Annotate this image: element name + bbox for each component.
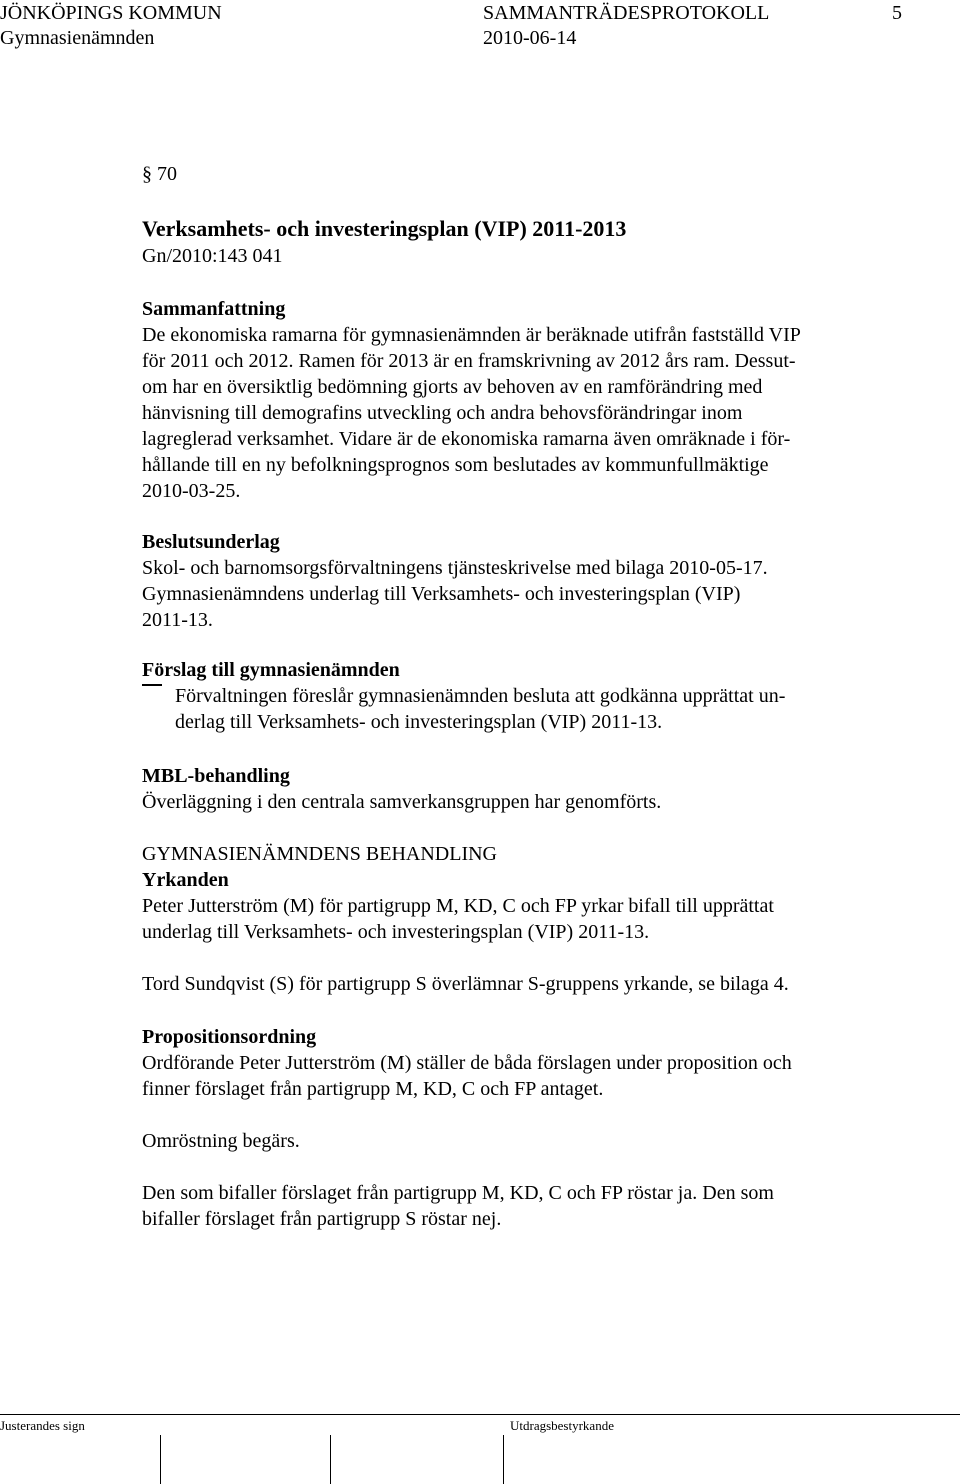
header-page-number: 5 — [892, 2, 902, 24]
basis-line: Gymnasienämndens underlag till Verksamhets- och investeringsplan (VIP) — [142, 583, 741, 605]
signature-box-divider — [503, 1435, 504, 1484]
header-org: JÖNKÖPINGS KOMMUN — [0, 2, 222, 24]
vote-line: Den som bifaller förslaget från partigrupp M, KD, C och FP röstar ja. Den som — [142, 1182, 774, 1204]
summary-line: 2010-03-25. — [142, 480, 241, 502]
basis-line: 2011-13. — [142, 609, 213, 631]
summary-line: om har en översiktlig bedömning gjorts av behoven av en ramförändring med — [142, 376, 763, 398]
summary-heading: Sammanfattning — [142, 298, 286, 320]
summary-line: hållande till en ny befolkningsprognos som beslutades av kommunfullmäktige — [142, 454, 769, 476]
footer-utdragsbestyrkande: Utdragsbestyrkande — [510, 1418, 614, 1433]
claim-line: Peter Jutterström (M) för partigrupp M, KD, C och FP yrkar bifall till upprättat — [142, 895, 774, 917]
claim-line: underlag till Verksamhets- och investeringsplan (VIP) 2011-13. — [142, 921, 650, 943]
footer-justerandes-sign: Justerandes sign — [0, 1418, 85, 1433]
basis-heading: Beslutsunderlag — [142, 531, 280, 553]
order-heading: Propositionsordning — [142, 1026, 317, 1048]
case-number: Gn/2010:143 041 — [142, 245, 283, 267]
signature-box-divider — [160, 1435, 161, 1484]
mbl-text: Överläggning i den centrala samverkansgruppen har genomförts. — [142, 791, 662, 813]
footer-rule — [0, 1414, 960, 1415]
claim-line: Tord Sundqvist (S) för partigrupp S överlämnar S-gruppens yrkande, se bilaga 4. — [142, 973, 789, 995]
order-line: Ordförande Peter Jutterström (M) ställer de båda förslagen under proposition och — [142, 1052, 792, 1074]
header-date: 2010-06-14 — [483, 27, 577, 49]
vote-requested: Omröstning begärs. — [142, 1130, 300, 1152]
summary-line: för 2011 och 2012. Ramen för 2013 är en framskrivning av 2012 års ram. Dessut- — [142, 350, 796, 372]
vote-line: bifaller förslaget från partigrupp S röstar nej. — [142, 1208, 502, 1230]
header-committee: Gymnasienämnden — [0, 27, 155, 49]
treatment-heading: GYMNASIENÄMNDENS BEHANDLING — [142, 843, 497, 865]
proposal-line: derlag till Verksamhets- och investeringsplan (VIP) 2011-13. — [175, 711, 663, 733]
proposal-line: Förvaltningen föreslår gymnasienämnden besluta att godkänna upprättat un- — [175, 685, 786, 707]
section-title: Verksamhets- och investeringsplan (VIP) 2011-2013 — [142, 216, 627, 241]
summary-line: De ekonomiska ramarna för gymnasienämnden är beräknade utifrån fastställd VIP — [142, 324, 801, 346]
proposal-heading: Förslag till gymnasienämnden — [142, 659, 400, 681]
summary-line: hänvisning till demografins utveckling och andra behovsförändringar inom — [142, 402, 743, 424]
section-number: § 70 — [142, 163, 177, 185]
basis-line: Skol- och barnomsorgsförvaltningens tjänsteskrivelse med bilaga 2010-05-17. — [142, 557, 768, 579]
claims-heading: Yrkanden — [142, 869, 229, 891]
mbl-heading: MBL-behandling — [142, 765, 290, 787]
signature-box-divider — [330, 1435, 331, 1484]
summary-line: lagreglerad verksamhet. Vidare är de ekonomiska ramarna även omräknade i för- — [142, 428, 791, 450]
list-dash — [142, 684, 162, 686]
order-line: finner förslaget från partigrupp M, KD, C och FP antaget. — [142, 1078, 604, 1100]
header-doc-type: SAMMANTRÄDESPROTOKOLL — [483, 2, 770, 24]
